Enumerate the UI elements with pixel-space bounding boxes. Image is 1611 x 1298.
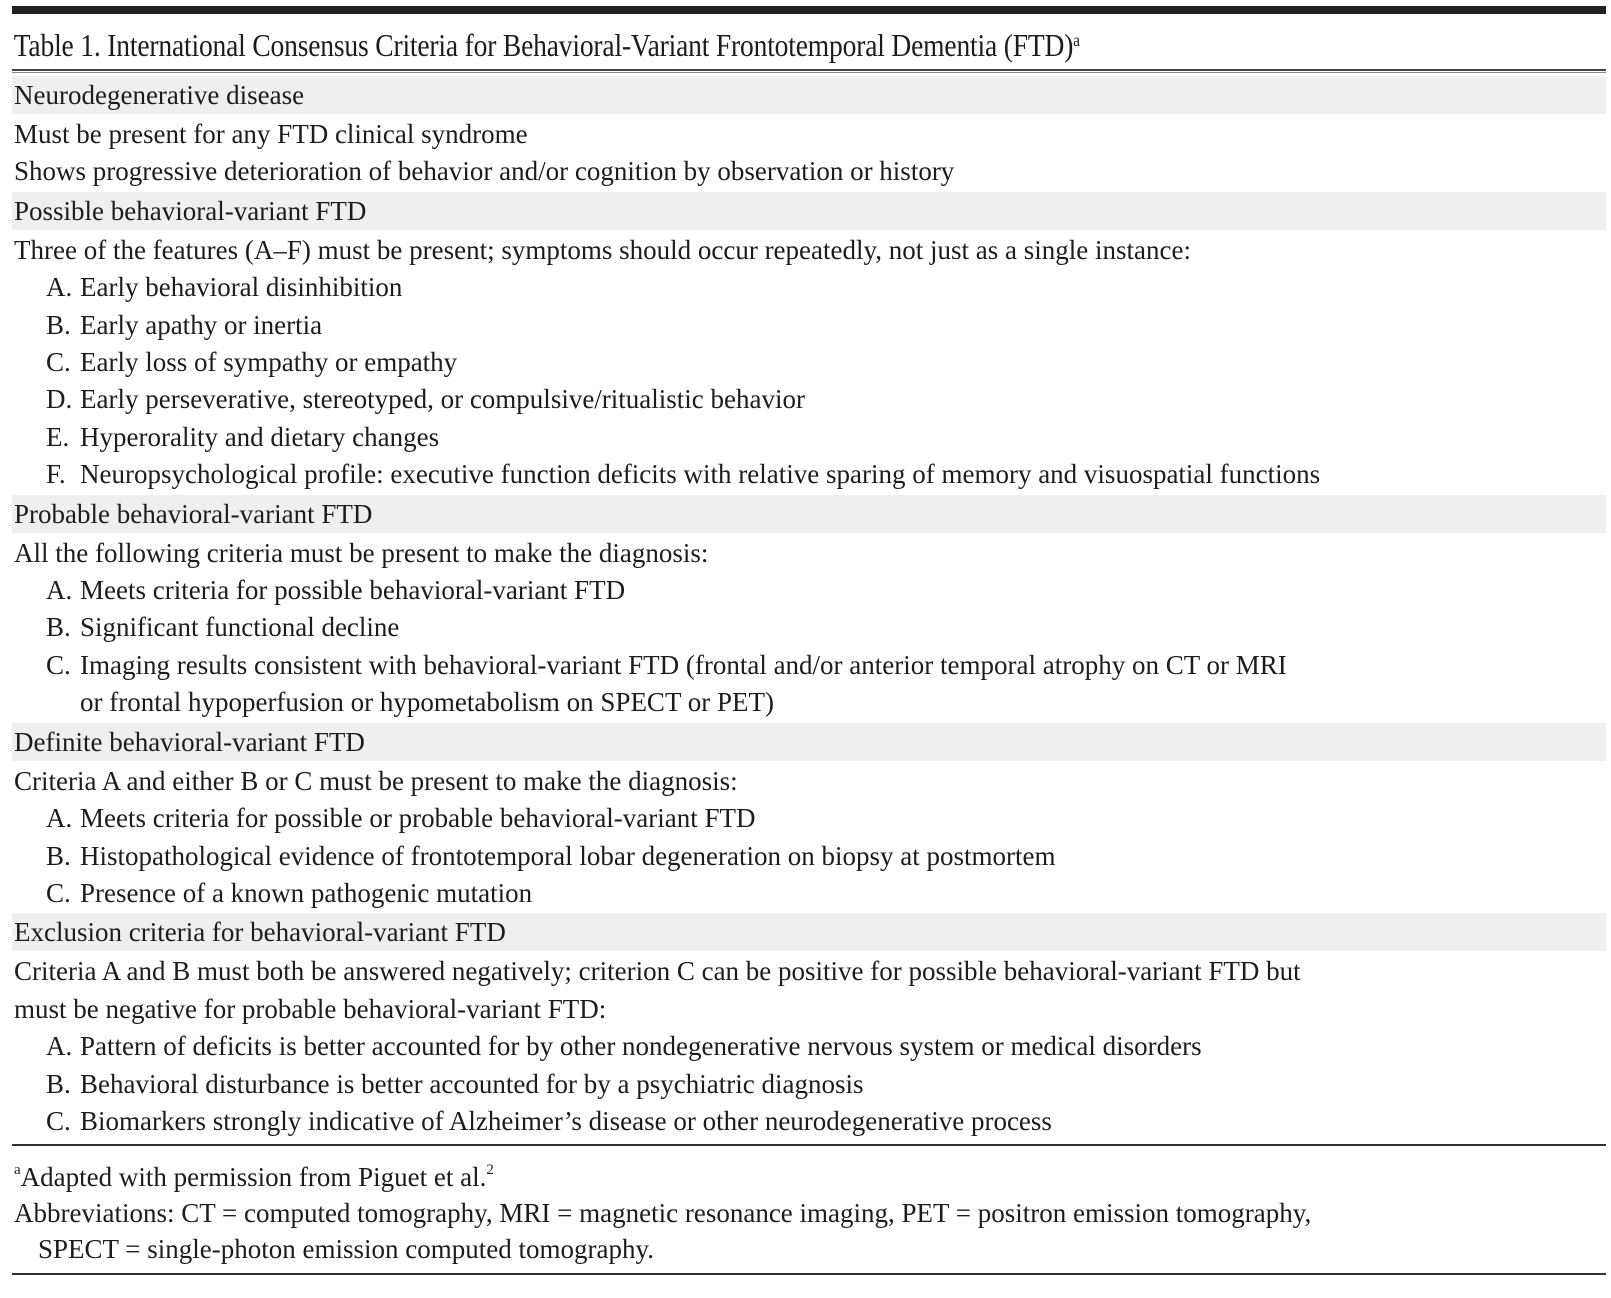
criterion-content (46, 307, 322, 344)
criterion-text: Meets criteria for possible or probable behavioral-variant FTD (80, 803, 756, 834)
criterion-item (12, 269, 1606, 306)
criterion-item (12, 647, 1606, 684)
section-intro-text: Must be present for any FTD clinical syndrome (14, 119, 528, 149)
table-footnotes (12, 1152, 1606, 1267)
criterion-content (46, 838, 1055, 875)
table-body (12, 76, 1606, 1140)
criterion-letter: B. (46, 309, 71, 340)
criterion-item (12, 381, 1606, 418)
section-heading: Possible behavioral-variant FTD (12, 192, 1606, 230)
criterion-text: Imaging results consistent with behavioral-variant FTD (frontal and/or anterior temporal atrophy on CT or MRI (80, 649, 1287, 680)
criterion-item (12, 572, 1606, 609)
criterion-text: Meets criteria for possible behavioral-variant FTD (80, 575, 626, 606)
criterion-content (46, 647, 1287, 684)
abbreviations-text-2: SPECT = single-photon emission computed tomography. (38, 1234, 654, 1265)
criterion-item (12, 609, 1606, 646)
criterion-letter: C. (46, 1105, 71, 1136)
criterion-content (46, 381, 805, 418)
criterion-letter: F. (46, 459, 66, 490)
source-footnote (12, 1152, 1606, 1195)
criterion-item (12, 1066, 1606, 1103)
criterion-item (12, 875, 1606, 912)
criterion-continuation: or frontal hypoperfusion or hypometabolism on SPECT or PET) (80, 687, 774, 718)
criterion-letter: B. (46, 840, 71, 871)
criterion-item (12, 307, 1606, 344)
source-footnote-marker: a (14, 1162, 21, 1179)
criterion-text: Biomarkers strongly indicative of Alzheimer’s disease or other neurodegenerative process (80, 1105, 1052, 1136)
top-rule (12, 6, 1606, 14)
criterion-letter: A. (46, 1031, 73, 1062)
criterion-content (46, 1028, 1202, 1065)
criterion-letter: D. (46, 384, 73, 415)
criterion-item (12, 344, 1606, 381)
table-title-text: Table 1. International Consensus Criteria for Behavioral-Variant Frontotemporal Dementia (FTD) (13, 27, 1074, 63)
criterion-content (46, 456, 1320, 493)
section-intro-line (12, 232, 1606, 269)
criterion-content (46, 609, 399, 646)
abbreviations-line-2 (12, 1231, 1606, 1267)
source-reference-number: 2 (486, 1162, 494, 1179)
criterion-letter: C. (46, 877, 71, 908)
criterion-text: Neuropsychological profile: executive function deficits with relative sparing of memory and visuospatial functions (80, 459, 1321, 490)
criterion-content (46, 572, 625, 609)
criterion-item (12, 1103, 1606, 1140)
section-intro-text: must be negative for probable behavioral-variant FTD: (14, 993, 607, 1024)
criterion-text: Pattern of deficits is better accounted for by other nondegenerative nervous system or medical disorders (80, 1031, 1202, 1062)
section-intro-line (12, 153, 1606, 190)
criterion-content (46, 800, 756, 837)
criterion-text: Significant functional decline (80, 612, 400, 643)
section-intro-line (12, 953, 1606, 990)
criterion-text: Early apathy or inertia (80, 309, 323, 340)
table-title (12, 14, 1383, 69)
criterion-content (46, 1103, 1052, 1140)
abbreviations-text-1: Abbreviations: CT = computed tomography, MRI = magnetic resonance imaging, PET = positron emission tomography, (14, 1198, 1312, 1229)
section-intro-line (12, 116, 1606, 153)
section-heading: Probable behavioral-variant FTD (12, 495, 1606, 533)
section-intro-text: Shows progressive deterioration of behavior and/or cognition by observation or history (14, 156, 955, 187)
criterion-item (12, 800, 1606, 837)
criterion-letter: A. (46, 803, 73, 834)
title-footnote-marker: a (1073, 30, 1080, 50)
section-heading: Neurodegenerative disease (12, 76, 1606, 114)
criterion-item (12, 838, 1606, 875)
section-intro-text: Criteria A and B must both be answered negatively; criterion C can be positive for possible behavioral-variant FTD but (14, 956, 1301, 987)
criterion-text: Early perseverative, stereotyped, or compulsive/ritualistic behavior (80, 384, 805, 415)
criterion-text: Early loss of sympathy or empathy (80, 347, 458, 378)
criterion-letter: A. (46, 575, 73, 606)
criterion-text: Behavioral disturbance is better accounted for by a psychiatric diagnosis (80, 1068, 864, 1099)
section-intro-line (12, 991, 1606, 1028)
section-intro-text: Criteria A and either B or C must be present to make the diagnosis: (14, 765, 738, 796)
section-heading: Definite behavioral-variant FTD (12, 723, 1606, 761)
criterion-letter: C. (46, 347, 71, 378)
criterion-content (46, 269, 402, 306)
criterion-content (46, 1066, 864, 1103)
end-rule (12, 1273, 1606, 1275)
criterion-item (12, 419, 1606, 456)
section-heading: Exclusion criteria for behavioral-variant FTD (12, 913, 1606, 951)
criterion-letter: E. (46, 421, 70, 452)
criterion-text: Presence of a known pathogenic mutation (80, 877, 533, 908)
criterion-text: Hyperorality and dietary changes (80, 421, 440, 452)
source-footnote-text: Adapted with permission from Piguet et al. (20, 1162, 487, 1193)
criterion-content (46, 344, 457, 381)
abbreviations-line-1 (12, 1195, 1606, 1231)
section-intro-text: Three of the features (A–F) must be present; symptoms should occur repeatedly, not just as a single instance: (14, 234, 1191, 265)
table-bottom-rule (12, 1144, 1606, 1146)
section-intro-line (12, 535, 1606, 572)
criterion-content (46, 419, 439, 456)
criterion-letter: A. (46, 272, 73, 303)
section-intro-line (12, 763, 1606, 800)
title-rule (12, 69, 1606, 73)
criterion-text: Early behavioral disinhibition (80, 272, 403, 303)
criterion-text: Histopathological evidence of frontotemporal lobar degeneration on biopsy at postmortem (80, 840, 1056, 871)
criterion-item (12, 1028, 1606, 1065)
criteria-table (12, 6, 1606, 1275)
criterion-letter: B. (46, 612, 71, 643)
criterion-item (12, 456, 1606, 493)
section-intro-text: All the following criteria must be present to make the diagnosis: (14, 537, 709, 568)
criterion-content (46, 875, 532, 912)
criterion-letter: C. (46, 649, 71, 680)
criterion-letter: B. (46, 1068, 71, 1099)
